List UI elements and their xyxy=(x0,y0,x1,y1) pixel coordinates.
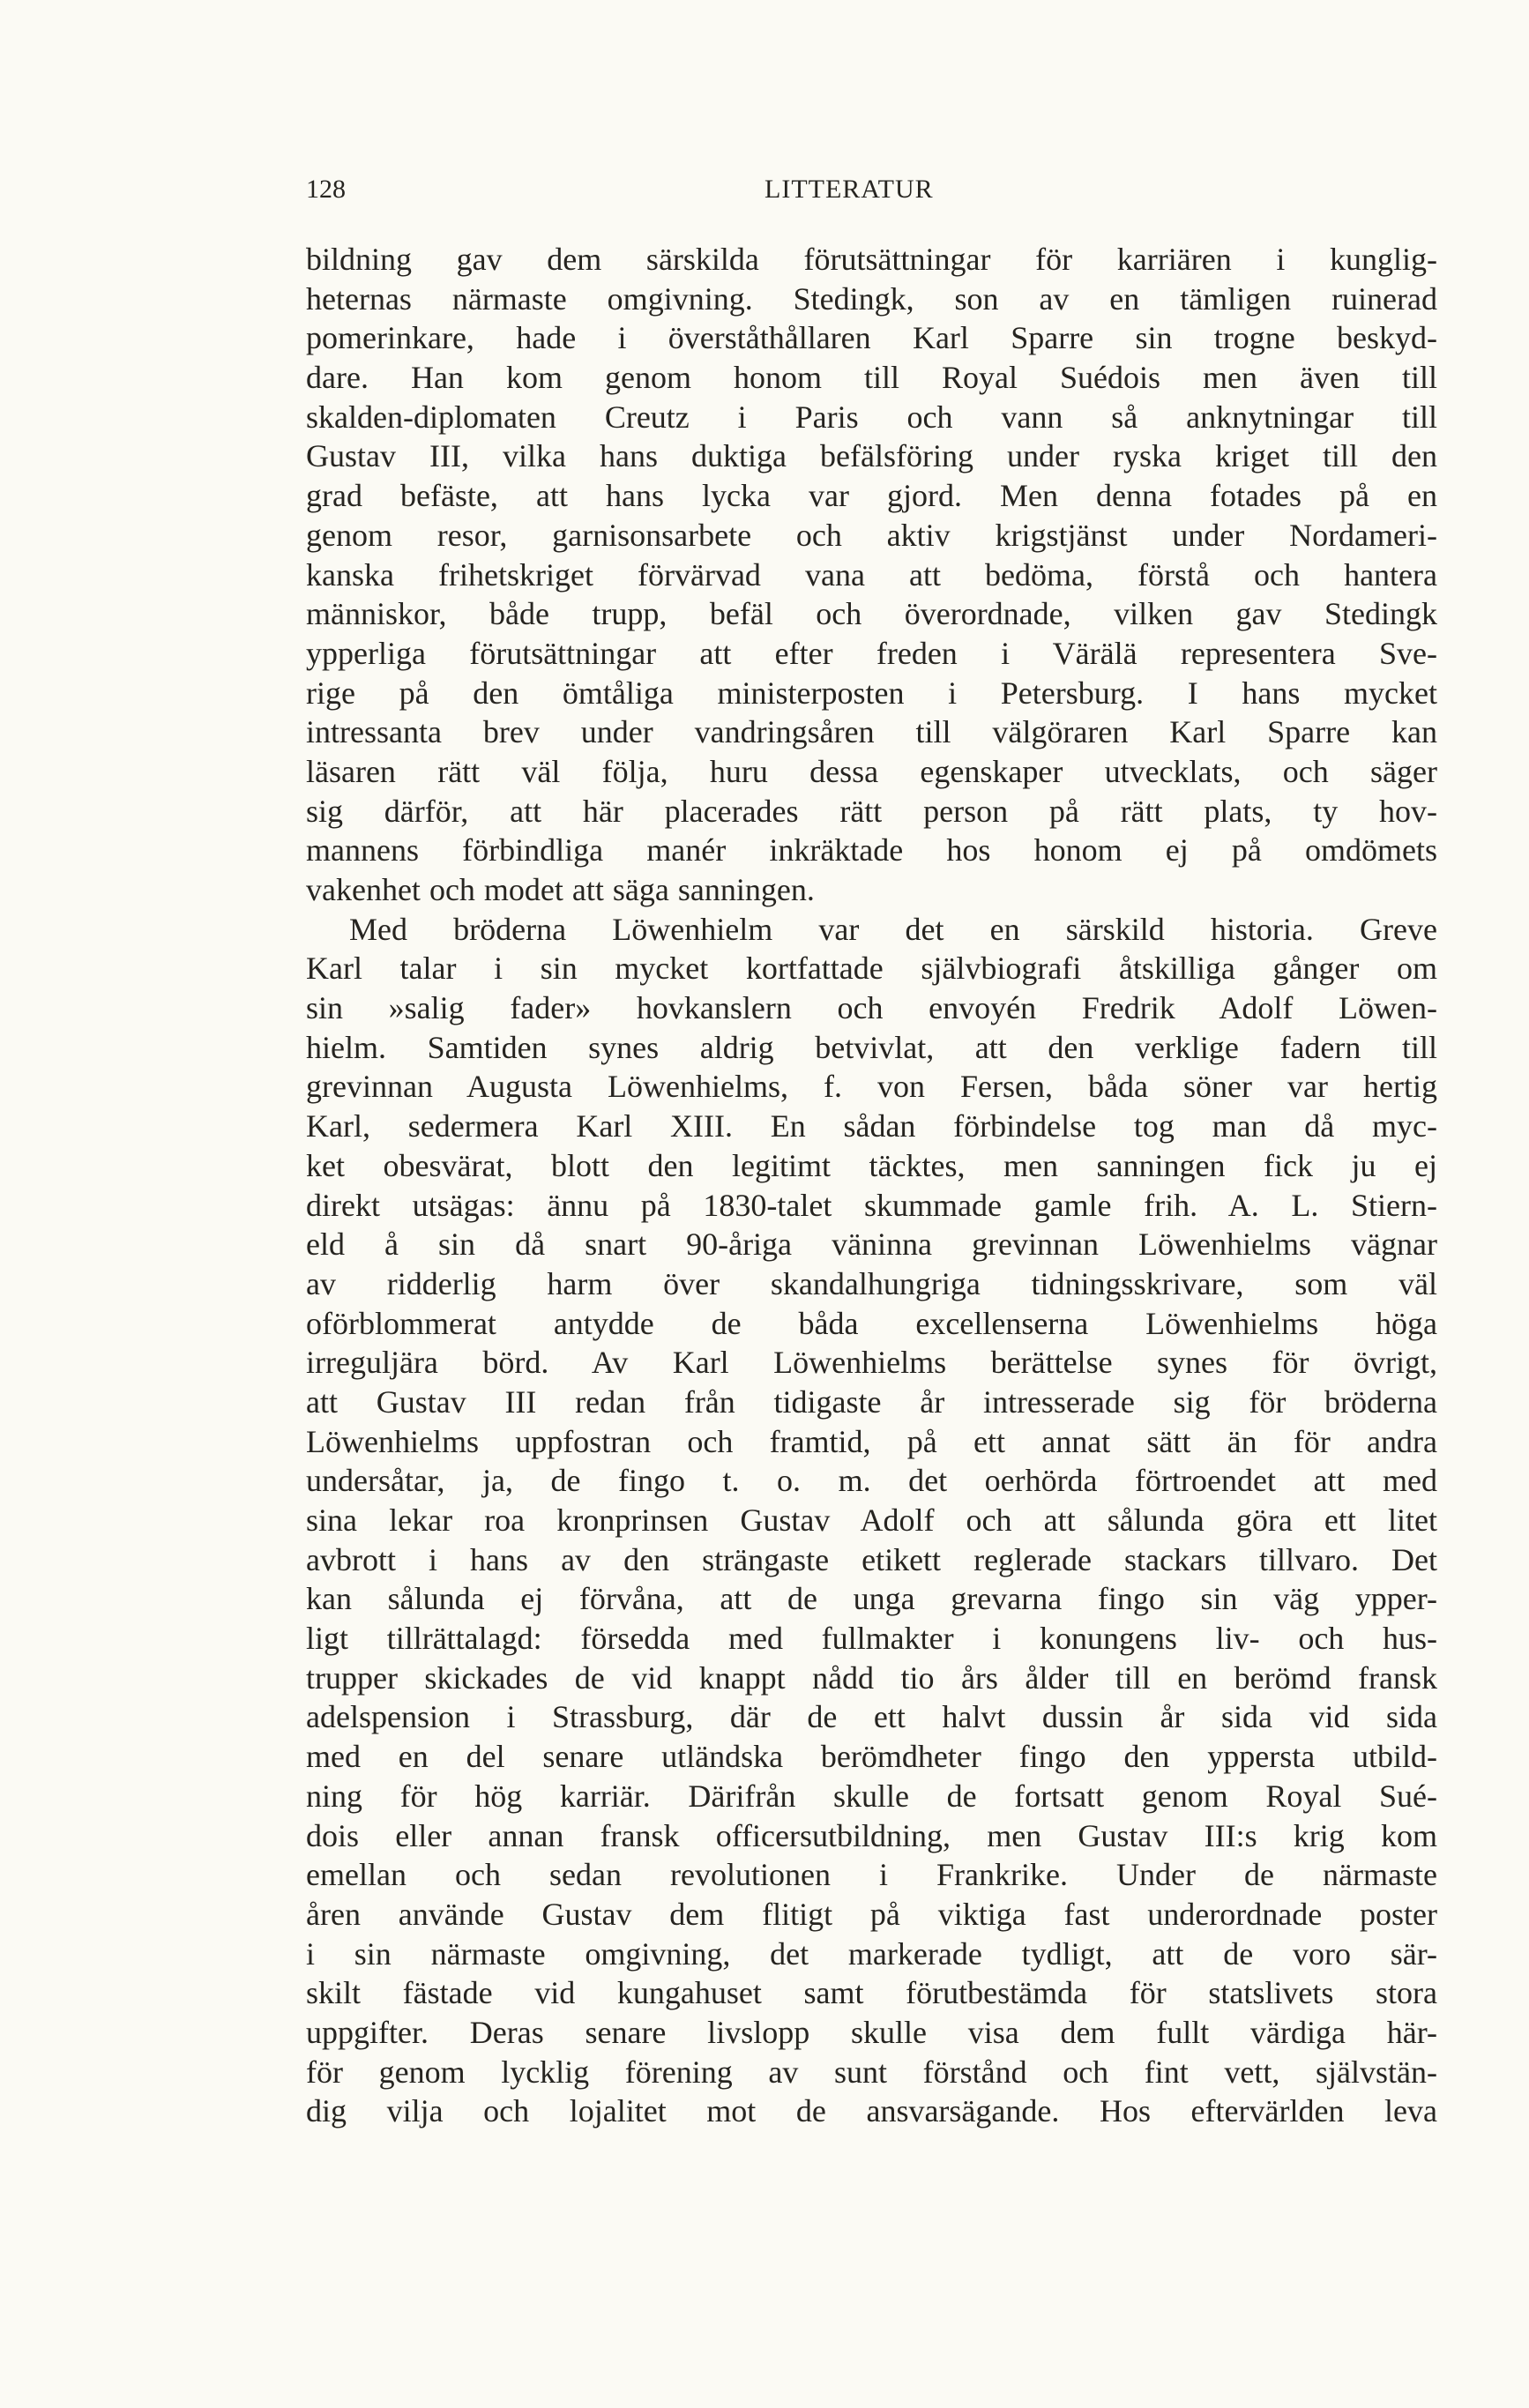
text-line: sina lekar roa kronprinsen Gustav Adolf och att sålunda göra ett litet xyxy=(306,1502,1437,1538)
text-line: ket obesvärat, blott den legitimt täcktes, men sanningen fick ju ej xyxy=(306,1147,1437,1183)
text-line: av ridderlig harm över skandalhungriga tidningsskrivare, som väl xyxy=(306,1265,1437,1301)
text-line: Med bröderna Löwenhielm var det en särskild historia. Greve xyxy=(349,911,1437,947)
text-line: direkt utsägas: ännu på 1830-talet skummade gamle frih. A. L. Stiern- xyxy=(306,1187,1437,1223)
text-line: vakenhet och modet att säga sanningen. xyxy=(306,872,815,907)
text-line: dig vilja och lojalitet mot de ansvarsägande. Hos eftervärlden leva xyxy=(306,2093,1437,2129)
body-text xyxy=(306,240,1437,2131)
text-line: Karl talar i sin mycket kortfattade självbiografi åtskilliga gånger om xyxy=(306,951,1437,987)
text-line: ypperliga förutsättningar att efter freden i Värälä representera Sve- xyxy=(306,635,1437,671)
text-line: dare. Han kom genom honom till Royal Suédois men även till xyxy=(306,360,1437,396)
text-line: adelspension i Strassburg, där de ett halvt dussin år sida vid sida xyxy=(306,1699,1437,1735)
text-line: oförblommerat antydde de båda excellenserna Löwenhielms höga xyxy=(306,1305,1437,1341)
text-line: mannens förbindliga manér inkräktade hos honom ej på omdömets xyxy=(306,832,1437,869)
text-line: irreguljära börd. Av Karl Löwenhielms berättelse synes för övrigt, xyxy=(306,1345,1437,1381)
text-line: hielm. Samtiden synes aldrig betvivlat, att den verklige fadern till xyxy=(306,1029,1437,1065)
text-line: rige på den ömtåliga ministerposten i Petersburg. I hans mycket xyxy=(306,675,1437,711)
text-line: grad befäste, att hans lycka var gjord. Men denna fotades på en xyxy=(306,478,1437,514)
text-line: skalden-diplomaten Creutz i Paris och vann så anknytningar till xyxy=(306,399,1437,435)
text-line: trupper skickades de vid knappt nådd tio års ålder till en berömd fransk xyxy=(306,1659,1437,1696)
text-line: ning för hög karriär. Därifrån skulle de fortsatt genom Royal Sué- xyxy=(306,1778,1437,1814)
text-line: avbrott i hans av den strängaste etikett reglerade stackars tillvaro. Det xyxy=(306,1541,1437,1577)
page-number: 128 xyxy=(306,175,346,204)
text-line: grevinnan Augusta Löwenhielms, f. von Fersen, båda söner var hertig xyxy=(306,1069,1437,1105)
text-line: heternas närmaste omgivning. Stedingk, son av en tämligen ruinerad xyxy=(306,280,1437,317)
text-line: intressanta brev under vandringsåren till välgöraren Karl Sparre kan xyxy=(306,714,1437,750)
text-line: genom resor, garnisonsarbete och aktiv krigstjänst under Nordameri- xyxy=(306,517,1437,553)
text-line: för genom lycklig förening av sunt förstånd och fint vett, självstän- xyxy=(306,2054,1437,2090)
text-line: människor, både trupp, befäl och överordnade, vilken gav Stedingk xyxy=(306,596,1437,632)
text-line: emellan och sedan revolutionen i Frankrike. Under de närmaste xyxy=(306,1857,1437,1893)
text-line: uppgifter. Deras senare livslopp skulle visa dem fullt värdiga här- xyxy=(306,2014,1437,2050)
text-line: åren använde Gustav dem flitigt på viktiga fast underordnade poster xyxy=(306,1896,1437,1932)
paragraph xyxy=(306,240,1437,910)
text-line: Gustav III, vilka hans duktiga befälsföring under ryska kriget till den xyxy=(306,438,1437,474)
text-line: eld å sin då snart 90-åriga väninna grevinnan Löwenhielms vägnar xyxy=(306,1226,1437,1263)
text-line: Karl, sedermera Karl XIII. En sådan förbindelse tog man då myc- xyxy=(306,1108,1437,1144)
text-line: pomerinkare, hade i överståthållaren Karl Sparre sin trogne beskyd- xyxy=(306,320,1437,356)
text-line: att Gustav III redan från tidigaste år intresserade sig för bröderna xyxy=(306,1383,1437,1420)
text-line: dois eller annan fransk officersutbildning, men Gustav III:s krig kom xyxy=(306,1817,1437,1853)
text-line: skilt fästade vid kungahuset samt förutbestämda för statslivets stora xyxy=(306,1975,1437,2011)
text-line: i sin närmaste omgivning, det markerade tydligt, att de voro sär- xyxy=(306,1935,1437,1972)
text-line: sig därför, att här placerades rätt person på rätt plats, ty hov- xyxy=(306,793,1437,829)
running-title: LITTERATUR xyxy=(764,175,934,204)
text-line: sin »salig fader» hovkanslern och envoyén Fredrik Adolf Löwen- xyxy=(306,990,1437,1026)
page-header xyxy=(306,175,1437,213)
text-line: med en del senare utländska berömdheter fingo den yppersta utbild- xyxy=(306,1739,1437,1775)
paragraph xyxy=(306,910,1437,2131)
text-line: Löwenhielms uppfostran och framtid, på ett annat sätt än för andra xyxy=(306,1423,1437,1459)
text-line: kan sålunda ej förvåna, att de unga grevarna fingo sin väg ypper- xyxy=(306,1581,1437,1617)
text-line: undersåtar, ja, de fingo t. o. m. det oerhörda förtroendet att med xyxy=(306,1463,1437,1499)
text-line: bildning gav dem särskilda förutsättningar för karriären i kunglig- xyxy=(306,242,1437,277)
text-line: läsaren rätt väl följa, huru dessa egenskaper utvecklats, och säger xyxy=(306,753,1437,789)
text-line: ligt tillrättalagd: försedda med fullmakter i konungens liv- och hus- xyxy=(306,1621,1437,1657)
text-line: kanska frihetskriget förvärvad vana att bedöma, förstå och hantera xyxy=(306,556,1437,593)
